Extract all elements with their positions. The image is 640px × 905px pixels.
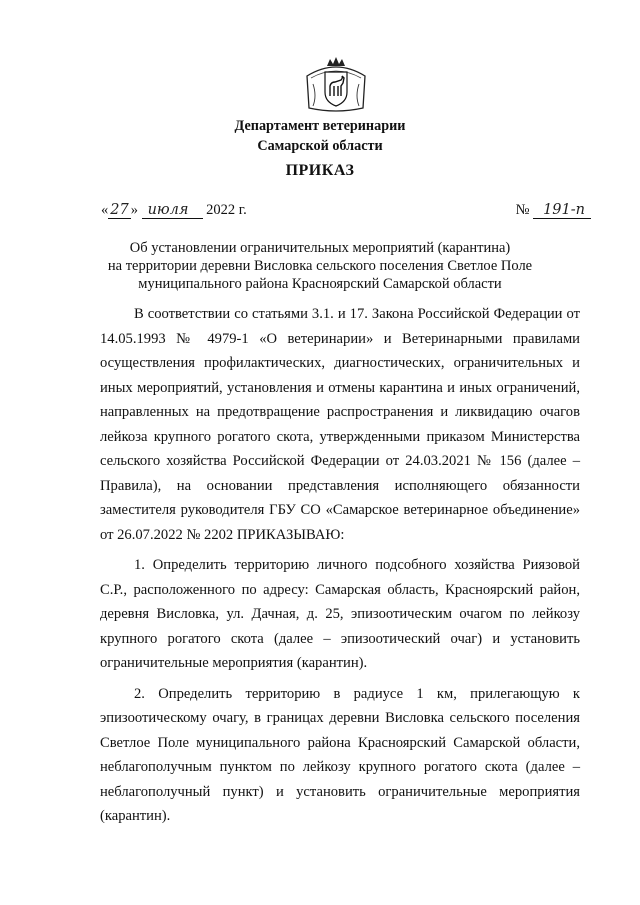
organization-name-line2: Самарской области [257, 138, 383, 154]
preamble-paragraph: В соответствии со статьями 3.1. и 17. Закона Российской Федерации от 14.05.1993 № 4979-1 «О ветеринарии» и Ветеринарными правилами осуществления профилактических, диагностических, ограничительных и иных мероприятий, установления и отмены карантина и иных ограничений, направленных на предотвращение распространения и ликвидацию очагов лейкоза крупного рогатого скота, утвержденными приказом Министерства сельского хозяйства Российской Федерации от 24.03.2021 № 156 (далее – Правила), на основании представления исполняющего обязанности заместителя руководителя ГБУ СО «Самарское ветеринарное объединение» от 26.07.2022 № 2202 ПРИКАЗЫВАЮ: [100, 306, 580, 543]
samara-coat-of-arms-icon [301, 56, 371, 114]
document-number-value: 191-п [533, 202, 591, 219]
subject-line2: на территории деревни Висловка сельского поселения Светлое Поле [107, 258, 533, 274]
date-year: 2022 г. [206, 202, 247, 218]
date-month: июля [142, 202, 203, 219]
date-day: 27 [110, 202, 129, 218]
organization-name-line1: Департамент ветеринарии [234, 118, 406, 134]
document-date [101, 202, 247, 219]
order-item-2: 2. Определить территорию в радиусе 1 км, прилегающую к эпизоотическому очагу, в границах деревни Висловка сельского поселения Светлое Поле муниципального района Красноярский Самарской области, неблагополучным пунктом по лейкозу крупного рогатого скота (далее – неблагополучный пункт) и установить ограничительные мероприятия (карантин). [100, 685, 580, 824]
organization-name [0, 116, 640, 156]
subject-line3: муниципального района Красноярский Самарской области [138, 276, 502, 292]
document-number [516, 202, 591, 219]
order-item-1: 1. Определить территорию личного подсобного хозяйства Риязовой С.Р., расположенного по адресу: Самарская область, Красноярский район, деревня Висловка, ул. Дачная, д. 25, эпизоотическим очагом по лейкозу крупного рогатого скота (далее – эпизоотический очаг) и установить ограничительные мероприятия (карантин). [100, 557, 580, 671]
document-type-title: ПРИКАЗ [285, 162, 355, 179]
date-close-quote: » [130, 202, 138, 218]
document-number-label: № [515, 202, 530, 218]
document-body [100, 302, 580, 829]
document-subject [0, 239, 640, 293]
date-open-quote: « [101, 202, 109, 218]
subject-line1: Об установлении ограничительных мероприятий (карантина) [129, 240, 511, 256]
